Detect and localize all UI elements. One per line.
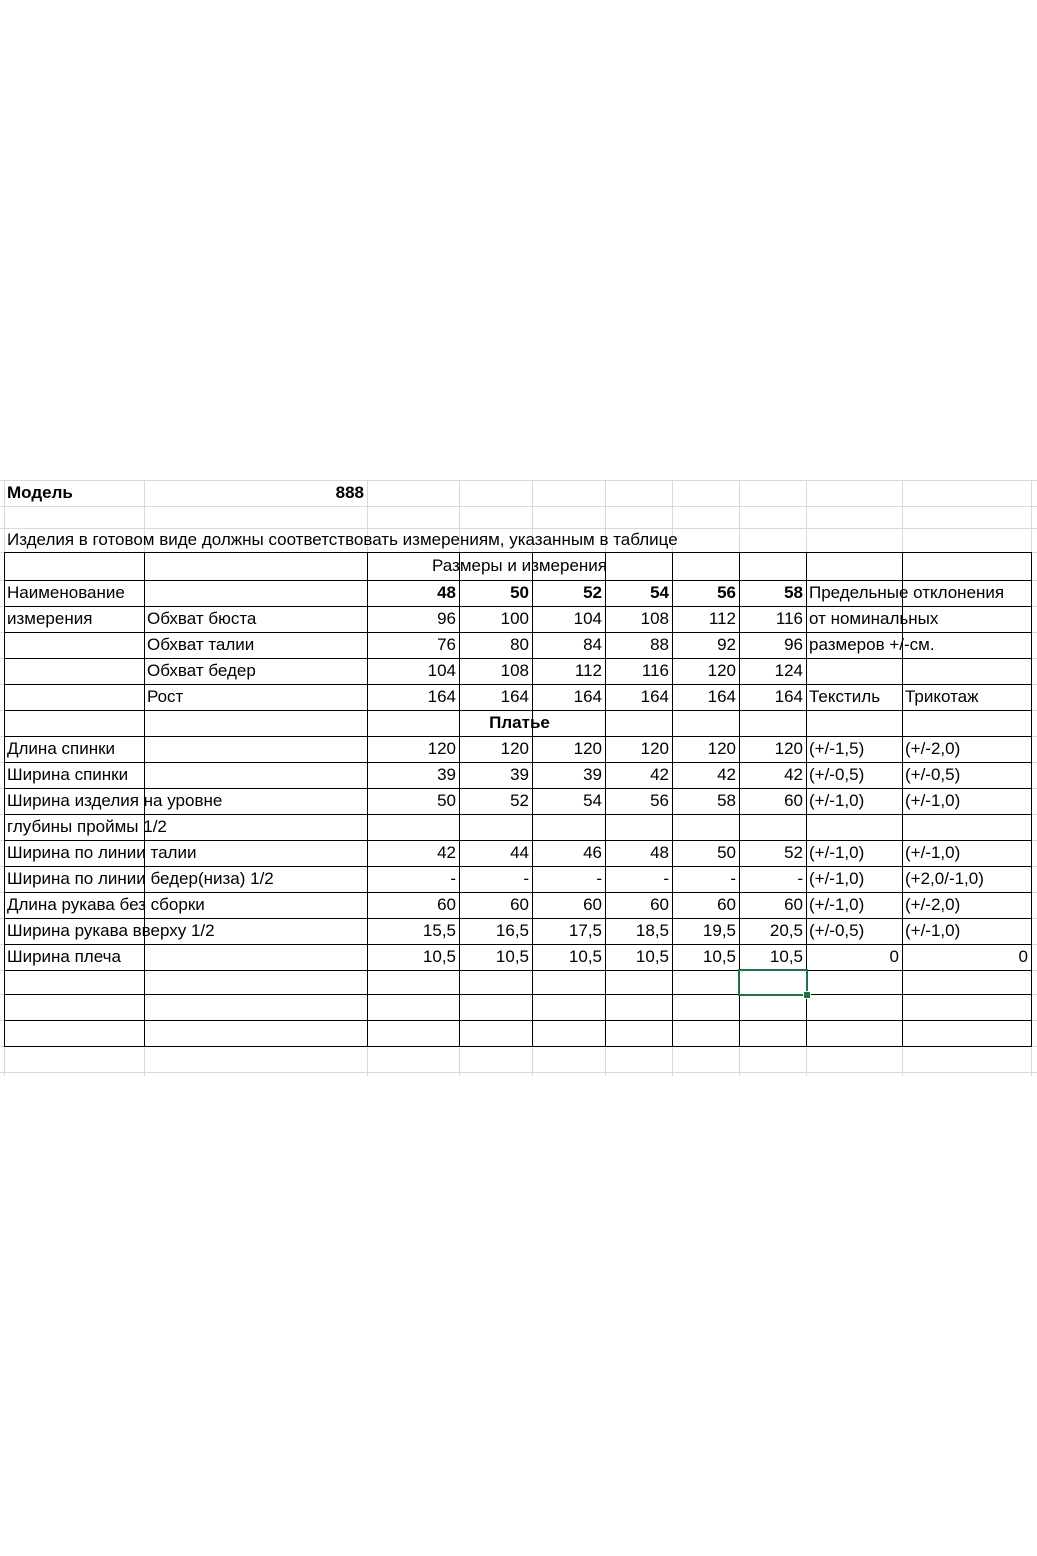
spreadsheet[interactable] <box>0 480 1037 1080</box>
product-measurement-value: 10,5 <box>769 947 803 966</box>
textile-tolerance: (+/-1,5) <box>809 739 865 758</box>
knit-tolerance: (+/-0,5) <box>905 765 961 784</box>
product-measurement-value: 52 <box>784 843 803 862</box>
body-measurement-value: 116 <box>641 661 669 680</box>
gridline <box>672 552 673 1047</box>
product-measurement-value: 10,5 <box>702 947 736 966</box>
product-measurement-name: Ширина по линии талии <box>7 843 197 862</box>
body-measurement-value: 164 <box>573 687 602 706</box>
body-measurement-value: 112 <box>708 609 736 628</box>
product-measurement-value: 42 <box>650 765 669 784</box>
deviation-header-2: от номинальных <box>809 609 939 628</box>
product-measurement-value: 120 <box>500 739 529 758</box>
product-measurement-value: 42 <box>784 765 803 784</box>
product-measurement-value: 120 <box>707 739 736 758</box>
body-measurement-value: 108 <box>640 609 669 628</box>
product-measurement-value: - <box>450 869 456 888</box>
product-measurement-value: 60 <box>784 895 803 914</box>
knit-tolerance: (+/-2,0) <box>905 739 961 758</box>
product-measurement-value: 54 <box>583 791 602 810</box>
product-measurement-value: 50 <box>437 791 456 810</box>
product-measurement-value: 60 <box>437 895 456 914</box>
body-measurement-value: 88 <box>650 635 669 654</box>
product-measurement-value: 17,5 <box>568 921 602 940</box>
product-measurement-value: 20,5 <box>769 921 803 940</box>
textile-tolerance: (+/-1,0) <box>809 791 865 810</box>
body-measurement-value: 164 <box>707 687 736 706</box>
textile-tolerance: (+/-1,0) <box>809 869 865 888</box>
body-measurement-value: 164 <box>500 687 529 706</box>
gridline <box>4 994 1032 995</box>
textile-tolerance: (+/-0,5) <box>809 765 865 784</box>
textile-tolerance: (+/-1,0) <box>809 895 865 914</box>
product-measurement-value: 60 <box>650 895 669 914</box>
knit-tolerance: (+2,0/-1,0) <box>905 869 984 888</box>
product-measurement-name: глубины проймы 1/2 <box>7 817 167 836</box>
product-measurement-value: 39 <box>583 765 602 784</box>
product-measurement-value: 120 <box>427 739 456 758</box>
section-title: Платье <box>489 713 550 732</box>
body-measurement-name: Обхват талии <box>147 635 255 654</box>
product-measurement-name: Ширина рукава вверху 1/2 <box>7 921 215 940</box>
body-measurement-value: 120 <box>707 661 736 680</box>
product-measurement-value: 60 <box>784 791 803 810</box>
product-measurement-value: 120 <box>573 739 602 758</box>
product-measurement-value: - <box>523 869 529 888</box>
product-measurement-value: 58 <box>717 791 736 810</box>
body-measurement-value: 104 <box>573 609 602 628</box>
knit-tolerance: 0 <box>1018 947 1028 966</box>
gridline <box>0 506 1037 507</box>
product-measurement-value: 42 <box>437 843 456 862</box>
product-measurement-value: 50 <box>717 843 736 862</box>
size-header: 48 <box>437 583 456 602</box>
fill-handle[interactable] <box>803 991 811 999</box>
product-measurement-value: 60 <box>510 895 529 914</box>
product-measurement-value: 39 <box>510 765 529 784</box>
body-measurement-value: 112 <box>574 661 602 680</box>
table-note: Изделия в готовом виде должны соответствовать измерениям, указанным в таблице <box>7 530 678 549</box>
body-measurement-value: 104 <box>427 661 456 680</box>
product-measurement-value: 39 <box>437 765 456 784</box>
gridline <box>4 1020 1032 1021</box>
product-measurement-value: - <box>596 869 602 888</box>
selected-cell[interactable] <box>738 969 808 996</box>
product-measurement-name: Ширина по линии бедер(низа) 1/2 <box>7 869 274 888</box>
body-measurement-value: 76 <box>437 635 456 654</box>
product-measurement-value: 56 <box>650 791 669 810</box>
product-measurement-value: 10,5 <box>635 947 669 966</box>
size-header: 58 <box>784 583 803 602</box>
product-measurement-value: 120 <box>640 739 669 758</box>
body-measurement-name: Обхват бедер <box>147 661 256 680</box>
product-measurement-value: 120 <box>774 739 803 758</box>
body-measurement-value: 92 <box>717 635 736 654</box>
body-measurement-value: 84 <box>583 635 602 654</box>
product-measurement-value: 52 <box>510 791 529 810</box>
gridline <box>0 1072 1037 1073</box>
product-measurement-value: 42 <box>717 765 736 784</box>
product-measurement-value: 19,5 <box>702 921 736 940</box>
gridline <box>1031 552 1032 1047</box>
product-measurement-value: 15,5 <box>422 921 456 940</box>
size-header: 54 <box>650 583 669 602</box>
deviation-header: Предельные отклонения <box>809 583 1005 602</box>
product-measurement-value: 10,5 <box>422 947 456 966</box>
gridline <box>532 552 533 1047</box>
body-measurement-value: 96 <box>437 609 456 628</box>
gridline <box>4 970 1032 971</box>
body-measurement-value: 100 <box>500 609 529 628</box>
deviation-header-3: размеров +/-см. <box>809 635 935 654</box>
knit-header: Трикотаж <box>905 687 979 706</box>
product-measurement-value: 10,5 <box>495 947 529 966</box>
gridline <box>4 552 5 1047</box>
gridline <box>605 552 606 1047</box>
gridline <box>4 1046 1032 1047</box>
product-measurement-name: Ширина изделия на уровне <box>7 791 223 810</box>
measurement-name-header-2: измерения <box>7 609 93 628</box>
textile-tolerance: (+/-1,0) <box>809 843 865 862</box>
product-measurement-value: 60 <box>583 895 602 914</box>
knit-tolerance: (+/-2,0) <box>905 895 961 914</box>
textile-tolerance: 0 <box>889 947 899 966</box>
size-header: 50 <box>510 583 529 602</box>
model-number: 888 <box>335 483 364 502</box>
product-measurement-name: Длина рукава без сборки <box>7 895 205 914</box>
product-measurement-value: 48 <box>650 843 669 862</box>
size-header: 56 <box>717 583 736 602</box>
body-measurement-value: 164 <box>427 687 456 706</box>
knit-tolerance: (+/-1,0) <box>905 791 961 810</box>
size-header: 52 <box>583 583 602 602</box>
body-measurement-value: 124 <box>774 661 803 680</box>
body-measurement-value: 116 <box>775 609 803 628</box>
body-measurement-value: 164 <box>774 687 803 706</box>
product-measurement-value: 44 <box>510 843 529 862</box>
body-measurement-value: 164 <box>640 687 669 706</box>
body-measurement-value: 108 <box>500 661 529 680</box>
product-measurement-value: 60 <box>717 895 736 914</box>
product-measurement-name: Ширина спинки <box>7 765 129 784</box>
product-measurement-name: Длина спинки <box>7 739 116 758</box>
textile-tolerance: (+/-0,5) <box>809 921 865 940</box>
product-measurement-value: 46 <box>583 843 602 862</box>
body-measurement-name: Обхват бюста <box>147 609 257 628</box>
body-measurement-name: Рост <box>147 687 184 706</box>
gridline <box>459 552 460 1047</box>
product-measurement-value: 18,5 <box>635 921 669 940</box>
product-measurement-value: 16,5 <box>495 921 529 940</box>
measurement-name-header: Наименование <box>7 583 125 602</box>
body-measurement-value: 96 <box>784 635 803 654</box>
table-title: Размеры и измерения <box>431 556 608 575</box>
product-measurement-value: - <box>730 869 736 888</box>
product-measurement-value: - <box>663 869 669 888</box>
model-label: Модель <box>7 483 73 502</box>
textile-header: Текстиль <box>809 687 881 706</box>
body-measurement-value: 80 <box>510 635 529 654</box>
knit-tolerance: (+/-1,0) <box>905 843 961 862</box>
product-measurement-value: - <box>797 869 803 888</box>
knit-tolerance: (+/-1,0) <box>905 921 961 940</box>
product-measurement-name: Ширина плеча <box>7 947 121 966</box>
product-measurement-value: 10,5 <box>568 947 602 966</box>
